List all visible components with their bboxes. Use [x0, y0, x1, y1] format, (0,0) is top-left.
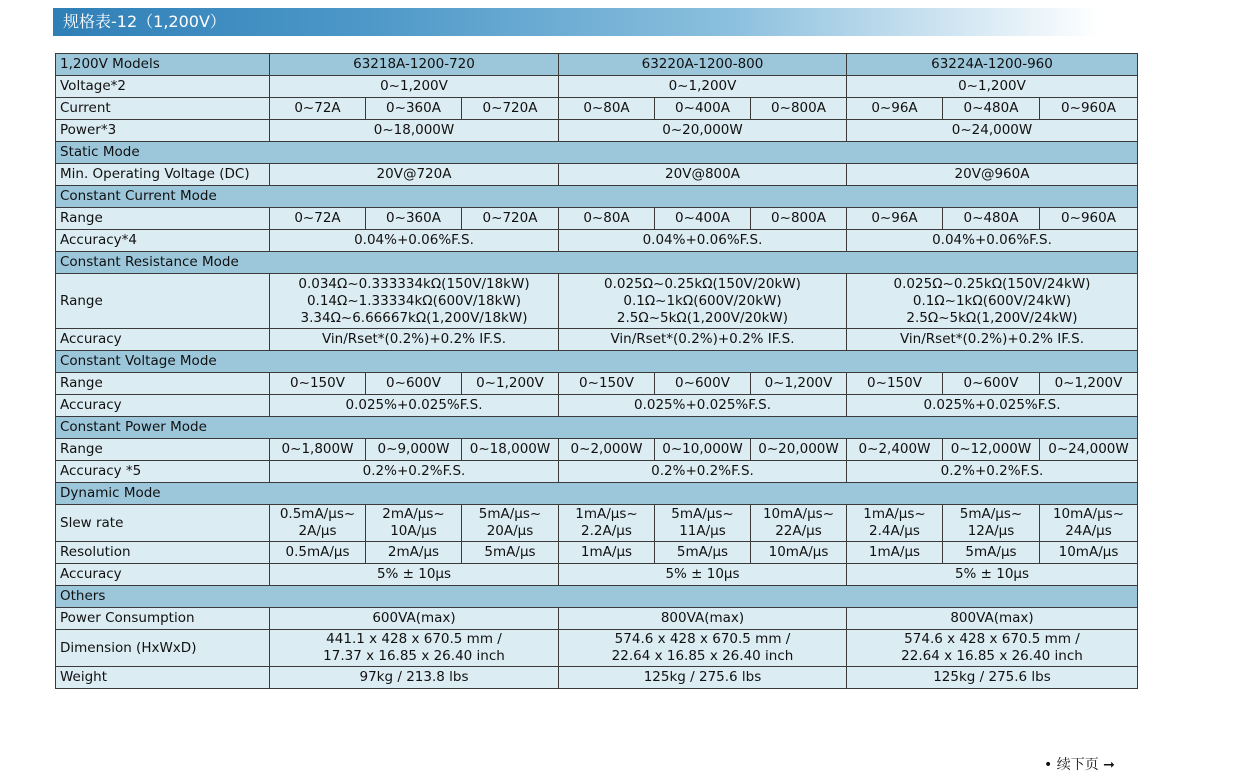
spec-cell: 0~150V [847, 373, 943, 395]
spec-cell: 0~720A [462, 98, 559, 120]
row-label: Accuracy [56, 395, 270, 417]
spec-line: 1mA/μs~ [863, 506, 926, 522]
spec-cell: 0~600V [943, 373, 1040, 395]
table-row [56, 630, 1138, 667]
spec-cell: 0~2,000W [559, 439, 655, 461]
spec-cell: 0~960A [1040, 208, 1138, 230]
section-title: Others [56, 586, 1138, 608]
spec-cell: 5% ± 10μs [847, 564, 1138, 586]
row-label: Weight [56, 667, 270, 689]
spec-cell: 125kg / 275.6 lbs [559, 667, 847, 689]
spec-cell: 0.025%+0.025%F.S. [847, 395, 1138, 417]
spec-line: 1mA/μs~ [575, 506, 638, 522]
spec-cell [751, 505, 847, 542]
section-row [56, 142, 1138, 164]
spec-cell: 20V@960A [847, 164, 1138, 186]
spec-cell: 10mA/μs [751, 542, 847, 564]
spec-cell: 0~20,000W [751, 439, 847, 461]
spec-cell [655, 505, 751, 542]
row-label: Range [56, 208, 270, 230]
spec-cell: Vin/Rset*(0.2%)+0.2% IF.S. [270, 329, 559, 351]
spec-line: 0.5mA/μs~ [279, 506, 356, 522]
spec-cell: 0~1,200V [751, 373, 847, 395]
spec-cell: 0.025%+0.025%F.S. [559, 395, 847, 417]
spec-line: 22.64 x 16.85 x 26.40 inch [611, 648, 794, 664]
spec-line: 17.37 x 16.85 x 26.40 inch [323, 648, 505, 664]
spec-cell: 20V@800A [559, 164, 847, 186]
spec-cell: 0.04%+0.06%F.S. [847, 230, 1138, 252]
section-row [56, 186, 1138, 208]
table-row [56, 230, 1138, 252]
section-row [56, 417, 1138, 439]
row-label: Accuracy *5 [56, 461, 270, 483]
spec-cell [559, 630, 847, 667]
row-label: Voltage*2 [56, 76, 270, 98]
header-row [56, 54, 1138, 76]
spec-line: 441.1 x 428 x 670.5 mm / [326, 631, 502, 647]
spec-cell [1040, 505, 1138, 542]
spec-cell: 0.04%+0.06%F.S. [270, 230, 559, 252]
spec-line: 5mA/μs~ [671, 506, 734, 522]
section-title: Constant Voltage Mode [56, 351, 1138, 373]
continued-note: • 续下页 ➞ [1044, 757, 1115, 773]
spec-cell: 0~150V [559, 373, 655, 395]
spec-cell: Vin/Rset*(0.2%)+0.2% IF.S. [847, 329, 1138, 351]
section-row [56, 483, 1138, 505]
row-label: Range [56, 373, 270, 395]
row-label: Accuracy [56, 564, 270, 586]
spec-line: 10mA/μs~ [1052, 506, 1125, 522]
table-row [56, 505, 1138, 542]
section-row [56, 586, 1138, 608]
spec-line: 11A/μs [679, 523, 726, 539]
spec-cell: 0~800A [751, 208, 847, 230]
spec-cell: 0~80A [559, 208, 655, 230]
spec-cell: 0.04%+0.06%F.S. [559, 230, 847, 252]
spec-cell: 0~960A [1040, 98, 1138, 120]
spec-cell: 0~600V [655, 373, 751, 395]
spec-line: 2A/μs [298, 523, 337, 539]
section-row [56, 351, 1138, 373]
spec-line: 574.6 x 428 x 670.5 mm / [904, 631, 1080, 647]
table-row [56, 274, 1138, 329]
spec-cell: 5mA/μs [943, 542, 1040, 564]
table-row [56, 461, 1138, 483]
table-row [56, 373, 1138, 395]
table-row [56, 329, 1138, 351]
spec-line: 5mA/μs~ [478, 506, 542, 522]
spec-cell: 0~1,200V [1040, 373, 1138, 395]
spec-cell: 0~9,000W [366, 439, 462, 461]
spec-line: 2mA/μs~ [382, 506, 445, 522]
table-row [56, 439, 1138, 461]
spec-cell: 0~150V [270, 373, 366, 395]
section-title: Constant Power Mode [56, 417, 1138, 439]
section-title: Constant Current Mode [56, 186, 1138, 208]
spec-cell [847, 505, 943, 542]
spec-cell: 97kg / 213.8 lbs [270, 667, 559, 689]
spec-cell: 0~12,000W [943, 439, 1040, 461]
table-row [56, 564, 1138, 586]
row-label: Power*3 [56, 120, 270, 142]
row-label: Accuracy*4 [56, 230, 270, 252]
spec-cell [366, 505, 462, 542]
spec-line: 22.64 x 16.85 x 26.40 inch [901, 648, 1083, 664]
table-row [56, 608, 1138, 630]
spec-line: 0.034Ω~0.333334kΩ(150V/18kW) [298, 275, 530, 292]
table-row [56, 395, 1138, 417]
spec-line: 5mA/μs~ [959, 506, 1023, 522]
spec-cell: 0~24,000W [847, 120, 1138, 142]
spec-line: 10A/μs [390, 523, 437, 539]
spec-cell: Vin/Rset*(0.2%)+0.2% IF.S. [559, 329, 847, 351]
spec-line: 12A/μs [967, 523, 1015, 539]
spec-cell: 2mA/μs [366, 542, 462, 564]
spec-cell: 0~18,000W [270, 120, 559, 142]
section-title: Dynamic Mode [56, 483, 1138, 505]
spec-line: 20A/μs [486, 523, 534, 539]
spec-cell: 5mA/μs [655, 542, 751, 564]
section-title: Constant Resistance Mode [56, 252, 1138, 274]
model-name: 63218A-1200-720 [270, 54, 559, 76]
spec-cell: 0~600V [366, 373, 462, 395]
spec-cell: 0.2%+0.2%F.S. [847, 461, 1138, 483]
spec-cell [462, 505, 559, 542]
spec-cell: 0~72A [270, 98, 366, 120]
spec-cell: 0.2%+0.2%F.S. [270, 461, 559, 483]
spec-cell: 125kg / 275.6 lbs [847, 667, 1138, 689]
spec-cell: 0.2%+0.2%F.S. [559, 461, 847, 483]
spec-cell: 600VA(max) [270, 608, 559, 630]
section-row [56, 252, 1138, 274]
row-label: Range [56, 439, 270, 461]
spec-line: 2.2A/μs [581, 523, 632, 539]
title-bar [53, 8, 1100, 36]
model-name: 63224A-1200-960 [847, 54, 1138, 76]
spec-line: 0.1Ω~1kΩ(600V/20kW) [623, 292, 782, 309]
spec-cell [943, 505, 1040, 542]
row-label: Current [56, 98, 270, 120]
section-title: Static Mode [56, 142, 1138, 164]
spec-cell: 20V@720A [270, 164, 559, 186]
spec-cell: 0~24,000W [1040, 439, 1138, 461]
spec-cell: 0~800A [751, 98, 847, 120]
spec-cell: 0~1,200V [462, 373, 559, 395]
spec-cell: 0~360A [366, 208, 462, 230]
spec-cell [847, 630, 1138, 667]
spec-cell: 0~1,800W [270, 439, 366, 461]
spec-cell: 5mA/μs [462, 542, 559, 564]
row-label: Slew rate [56, 505, 270, 542]
spec-cell [559, 505, 655, 542]
spec-cell: 0~480A [943, 98, 1040, 120]
spec-cell: 0.5mA/μs [270, 542, 366, 564]
spec-cell: 0~1,200V [270, 76, 559, 98]
row-label: Range [56, 274, 270, 329]
spec-line: 0.025Ω~0.25kΩ(150V/20kW) [604, 275, 801, 292]
row-label: Accuracy [56, 329, 270, 351]
spec-cell: 800VA(max) [847, 608, 1138, 630]
spec-cell: 0~360A [366, 98, 462, 120]
spec-cell: 0~80A [559, 98, 655, 120]
page-title: 规格表-12（1,200V） [63, 12, 226, 31]
spec-cell: 1mA/μs [847, 542, 943, 564]
table-row [56, 667, 1138, 689]
spec-cell [270, 630, 559, 667]
table-row [56, 76, 1138, 98]
row-label: Power Consumption [56, 608, 270, 630]
spec-cell: 10mA/μs [1040, 542, 1138, 564]
spec-line: 574.6 x 428 x 670.5 mm / [614, 631, 791, 647]
spec-cell [559, 274, 847, 329]
spec-cell: 1mA/μs [559, 542, 655, 564]
spec-cell [270, 505, 366, 542]
spec-cell: 0~480A [943, 208, 1040, 230]
spec-cell: 0~720A [462, 208, 559, 230]
row-label: Min. Operating Voltage (DC) [56, 164, 270, 186]
spec-table [55, 53, 1138, 689]
spec-line: 24A/μs [1065, 523, 1112, 539]
spec-cell: 0~96A [847, 98, 943, 120]
model-name: 63220A-1200-800 [559, 54, 847, 76]
spec-line: 0.1Ω~1kΩ(600V/24kW) [912, 292, 1072, 309]
spec-line: 2.4A/μs [869, 523, 920, 539]
spec-cell: 0.025%+0.025%F.S. [270, 395, 559, 417]
spec-line: 2.5Ω~5kΩ(1,200V/20kW) [616, 309, 789, 326]
table-row [56, 98, 1138, 120]
spec-line: 22A/μs [775, 523, 822, 539]
spec-line: 10mA/μs~ [762, 506, 835, 522]
spec-cell: 0~400A [655, 98, 751, 120]
spec-cell: 800VA(max) [559, 608, 847, 630]
spec-cell: 5% ± 10μs [559, 564, 847, 586]
table-row [56, 542, 1138, 564]
row-label: 1,200V Models [56, 54, 270, 76]
row-label: Dimension (HxWxD) [56, 630, 270, 667]
spec-cell: 0~20,000W [559, 120, 847, 142]
spec-cell: 0~1,200V [847, 76, 1138, 98]
spec-cell: 0~1,200V [559, 76, 847, 98]
row-label: Resolution [56, 542, 270, 564]
spec-line: 0.025Ω~0.25kΩ(150V/24kW) [893, 275, 1091, 292]
spec-line: 0.14Ω~1.33334kΩ(600V/18kW) [306, 292, 522, 309]
table-row [56, 208, 1138, 230]
spec-cell: 0~96A [847, 208, 943, 230]
table-row [56, 120, 1138, 142]
spec-line: 2.5Ω~5kΩ(1,200V/24kW) [906, 309, 1078, 326]
spec-cell [270, 274, 559, 329]
spec-cell: 0~72A [270, 208, 366, 230]
spec-cell [847, 274, 1138, 329]
spec-cell: 0~18,000W [462, 439, 559, 461]
spec-cell: 0~2,400W [847, 439, 943, 461]
spec-cell: 5% ± 10μs [270, 564, 559, 586]
spec-line: 3.34Ω~6.66667kΩ(1,200V/18kW) [300, 309, 528, 326]
table-row [56, 164, 1138, 186]
spec-cell: 0~400A [655, 208, 751, 230]
spec-cell: 0~10,000W [655, 439, 751, 461]
